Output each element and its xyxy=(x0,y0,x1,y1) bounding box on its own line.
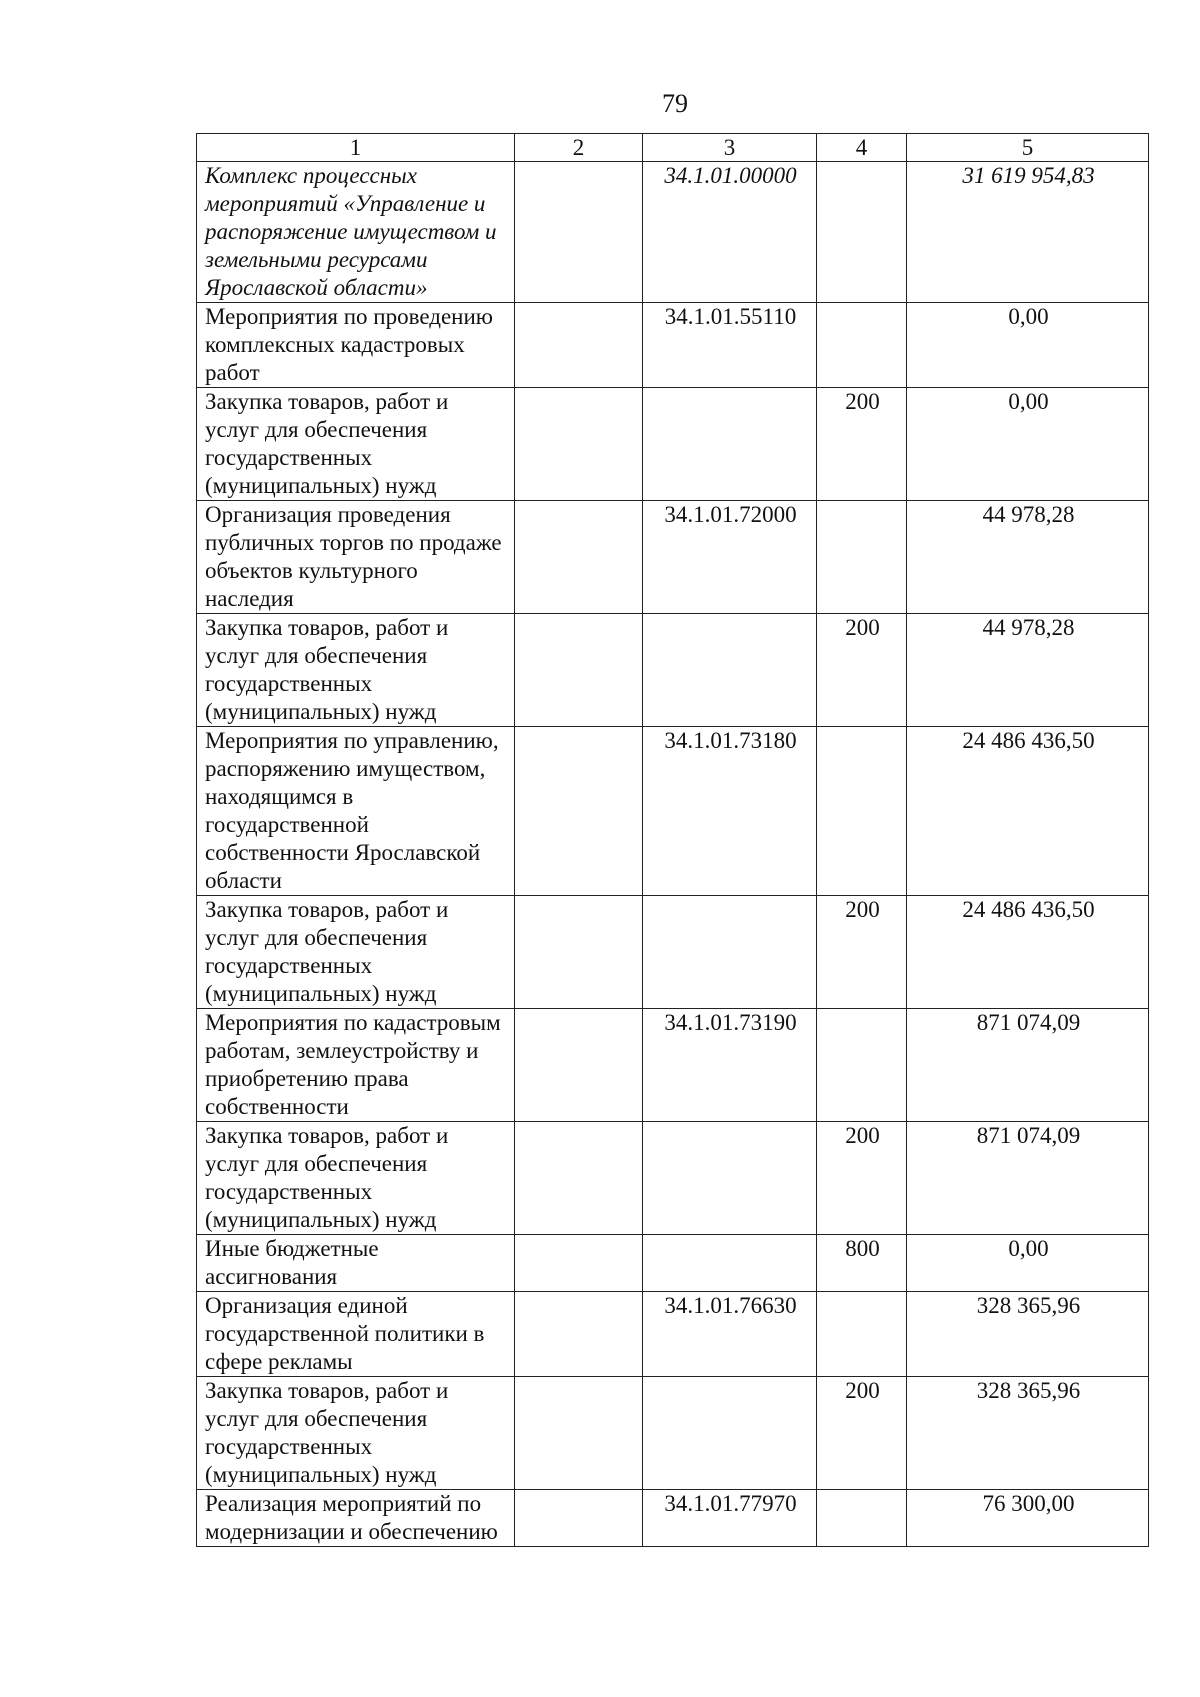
row-name-cell: Закупка товаров, работ и услуг для обеспечения государственных (муниципальных) нужд xyxy=(197,388,515,501)
row-name-cell: Организация единой государственной политики в сфере рекламы xyxy=(197,1292,515,1377)
column-header-3: 3 xyxy=(643,134,817,162)
table-row xyxy=(197,1490,1149,1547)
column-header-4: 4 xyxy=(817,134,907,162)
row-column-2-cell xyxy=(515,162,643,303)
column-header-5: 5 xyxy=(907,134,1149,162)
row-column-2-cell xyxy=(515,1377,643,1490)
row-expense-type-cell: 200 xyxy=(817,896,907,1009)
row-expense-type-cell xyxy=(817,727,907,896)
row-name-cell: Закупка товаров, работ и услуг для обеспечения государственных (муниципальных) нужд xyxy=(197,1122,515,1235)
row-name-cell: Реализация мероприятий по модернизации и обеспечению xyxy=(197,1490,515,1547)
row-amount-cell: 0,00 xyxy=(907,1235,1149,1292)
row-expense-type-cell xyxy=(817,1292,907,1377)
row-expense-type-cell: 200 xyxy=(817,1377,907,1490)
row-column-2-cell xyxy=(515,388,643,501)
table-row xyxy=(197,388,1149,501)
row-amount-cell: 44 978,28 xyxy=(907,614,1149,727)
table-row xyxy=(197,1292,1149,1377)
table-row xyxy=(197,501,1149,614)
row-code-cell: 34.1.01.73190 xyxy=(643,1009,817,1122)
row-code-cell xyxy=(643,388,817,501)
row-code-cell: 34.1.01.76630 xyxy=(643,1292,817,1377)
budget-table xyxy=(196,133,1149,1547)
row-amount-cell: 328 365,96 xyxy=(907,1292,1149,1377)
row-column-2-cell xyxy=(515,1009,643,1122)
row-amount-cell: 871 074,09 xyxy=(907,1009,1149,1122)
row-name-cell: Закупка товаров, работ и услуг для обеспечения государственных (муниципальных) нужд xyxy=(197,896,515,1009)
table-row xyxy=(197,1377,1149,1490)
column-header-1: 1 xyxy=(197,134,515,162)
row-expense-type-cell xyxy=(817,1009,907,1122)
row-expense-type-cell: 200 xyxy=(817,614,907,727)
row-code-cell: 34.1.01.72000 xyxy=(643,501,817,614)
row-amount-cell: 44 978,28 xyxy=(907,501,1149,614)
row-name-cell: Мероприятия по кадастровым работам, землеустройству и приобретению права собственности xyxy=(197,1009,515,1122)
row-name-cell: Мероприятия по управлению, распоряжению имуществом, находящимся в государственной собственности Ярославской области xyxy=(197,727,515,896)
row-column-2-cell xyxy=(515,1292,643,1377)
row-name-cell: Закупка товаров, работ и услуг для обеспечения государственных (муниципальных) нужд xyxy=(197,1377,515,1490)
table-header-row xyxy=(197,134,1149,162)
table-row xyxy=(197,896,1149,1009)
row-expense-type-cell xyxy=(817,162,907,303)
row-amount-cell: 76 300,00 xyxy=(907,1490,1149,1547)
row-code-cell xyxy=(643,1235,817,1292)
row-column-2-cell xyxy=(515,614,643,727)
table-row xyxy=(197,303,1149,388)
row-name-cell: Организация проведения публичных торгов по продаже объектов культурного наследия xyxy=(197,501,515,614)
row-expense-type-cell: 200 xyxy=(817,1122,907,1235)
row-expense-type-cell: 200 xyxy=(817,388,907,501)
column-header-2: 2 xyxy=(515,134,643,162)
row-amount-cell: 328 365,96 xyxy=(907,1377,1149,1490)
row-amount-cell: 24 486 436,50 xyxy=(907,896,1149,1009)
table-row xyxy=(197,162,1149,303)
row-expense-type-cell xyxy=(817,501,907,614)
page-number: 79 xyxy=(662,89,688,118)
row-code-cell: 34.1.01.00000 xyxy=(643,162,817,303)
row-column-2-cell xyxy=(515,727,643,896)
row-name-cell: Иные бюджетные ассигнования xyxy=(197,1235,515,1292)
row-expense-type-cell: 800 xyxy=(817,1235,907,1292)
row-amount-cell: 871 074,09 xyxy=(907,1122,1149,1235)
row-amount-cell: 0,00 xyxy=(907,388,1149,501)
row-amount-cell: 31 619 954,83 xyxy=(907,162,1149,303)
row-column-2-cell xyxy=(515,1122,643,1235)
row-column-2-cell xyxy=(515,1235,643,1292)
row-expense-type-cell xyxy=(817,303,907,388)
table-row xyxy=(197,1235,1149,1292)
row-code-cell: 34.1.01.55110 xyxy=(643,303,817,388)
row-column-2-cell xyxy=(515,1490,643,1547)
row-code-cell: 34.1.01.73180 xyxy=(643,727,817,896)
row-amount-cell: 24 486 436,50 xyxy=(907,727,1149,896)
table-row xyxy=(197,614,1149,727)
row-code-cell: 34.1.01.77970 xyxy=(643,1490,817,1547)
row-amount-cell: 0,00 xyxy=(907,303,1149,388)
table-row xyxy=(197,1122,1149,1235)
row-code-cell xyxy=(643,1122,817,1235)
table-row xyxy=(197,727,1149,896)
row-column-2-cell xyxy=(515,501,643,614)
row-code-cell xyxy=(643,1377,817,1490)
row-code-cell xyxy=(643,614,817,727)
row-expense-type-cell xyxy=(817,1490,907,1547)
row-column-2-cell xyxy=(515,896,643,1009)
row-code-cell xyxy=(643,896,817,1009)
row-name-cell: Комплекс процессных мероприятий «Управление и распоряжение имуществом и земельными ресурсами Ярославской области» xyxy=(197,162,515,303)
table-row xyxy=(197,1009,1149,1122)
row-column-2-cell xyxy=(515,303,643,388)
row-name-cell: Закупка товаров, работ и услуг для обеспечения государственных (муниципальных) нужд xyxy=(197,614,515,727)
row-name-cell: Мероприятия по проведению комплексных кадастровых работ xyxy=(197,303,515,388)
